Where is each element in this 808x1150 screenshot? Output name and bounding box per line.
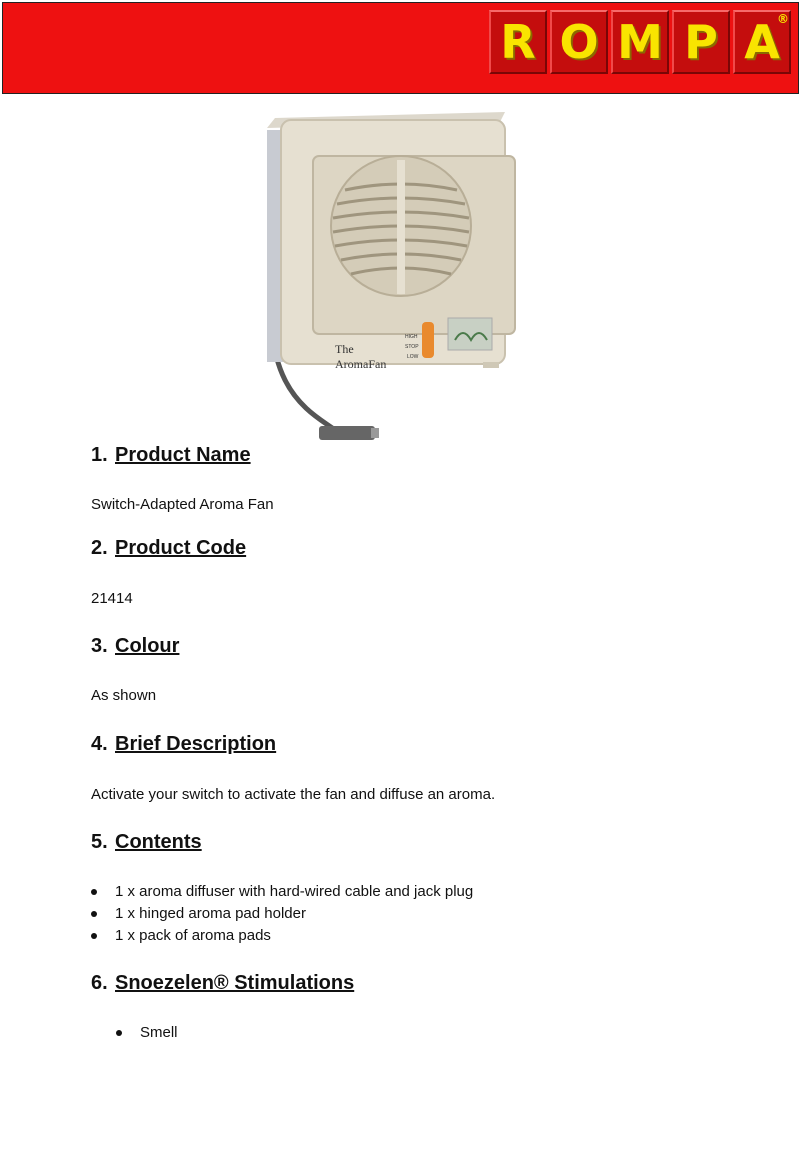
section-number: 6. [91,972,108,994]
section-title: Contents [115,831,202,853]
list-item: 1 x aroma diffuser with hard-wired cable and jack plug [91,881,791,903]
list-item: 1 x pack of aroma pads [91,925,791,947]
product-name-text: Switch-Adapted Aroma Fan [91,496,274,513]
logo-letter: O [550,10,608,74]
section-colour [91,634,791,706]
section-number: 4. [91,733,108,755]
stimulations-list [116,1022,791,1044]
section-contents [91,830,791,947]
logo-letter: P [672,10,730,74]
section-heading [91,732,791,756]
section-brief-description [91,732,791,805]
section-title: Colour [115,635,180,657]
brand-line1: The [335,342,354,356]
registered-mark: ® [777,12,789,26]
list-item: Smell [116,1022,791,1044]
product-photo [215,100,560,450]
aroma-fan-photo-icon [215,100,560,450]
section-heading [91,830,791,854]
list-item: 1 x hinged aroma pad holder [91,903,791,925]
section-number: 3. [91,635,108,657]
contents-list [91,881,791,947]
description-text: Activate your switch to activate the fan and diffuse an aroma. [91,786,496,803]
section-title: Product Code [115,537,247,559]
section-title: Brief Description [115,733,277,755]
header-banner [2,2,799,94]
section-number: 5. [91,831,108,853]
product-code-text: 21414 [91,590,133,607]
section-number: 2. [91,537,108,559]
logo-letter: R [489,10,547,74]
section-title: Snoezelen® Stimulations [115,972,355,994]
colour-text: As shown [91,687,157,704]
section-heading [91,536,791,560]
logo-letter: A [733,10,791,74]
section-heading [91,443,791,467]
switch-low-label: LOW [407,354,419,360]
rompa-logo [489,10,791,74]
switch-stop-label: STOP [405,344,419,350]
section-stimulations [91,971,791,1044]
section-heading [91,634,791,658]
section-product-name [91,443,791,515]
section-title: Product Name [115,444,251,466]
logo-letter: M [611,10,669,74]
brand-line2: AromaFan [335,357,387,371]
switch-high-label: HIGH [405,334,418,340]
section-product-code [91,536,791,609]
section-number: 1. [91,444,108,466]
section-heading [91,971,791,995]
